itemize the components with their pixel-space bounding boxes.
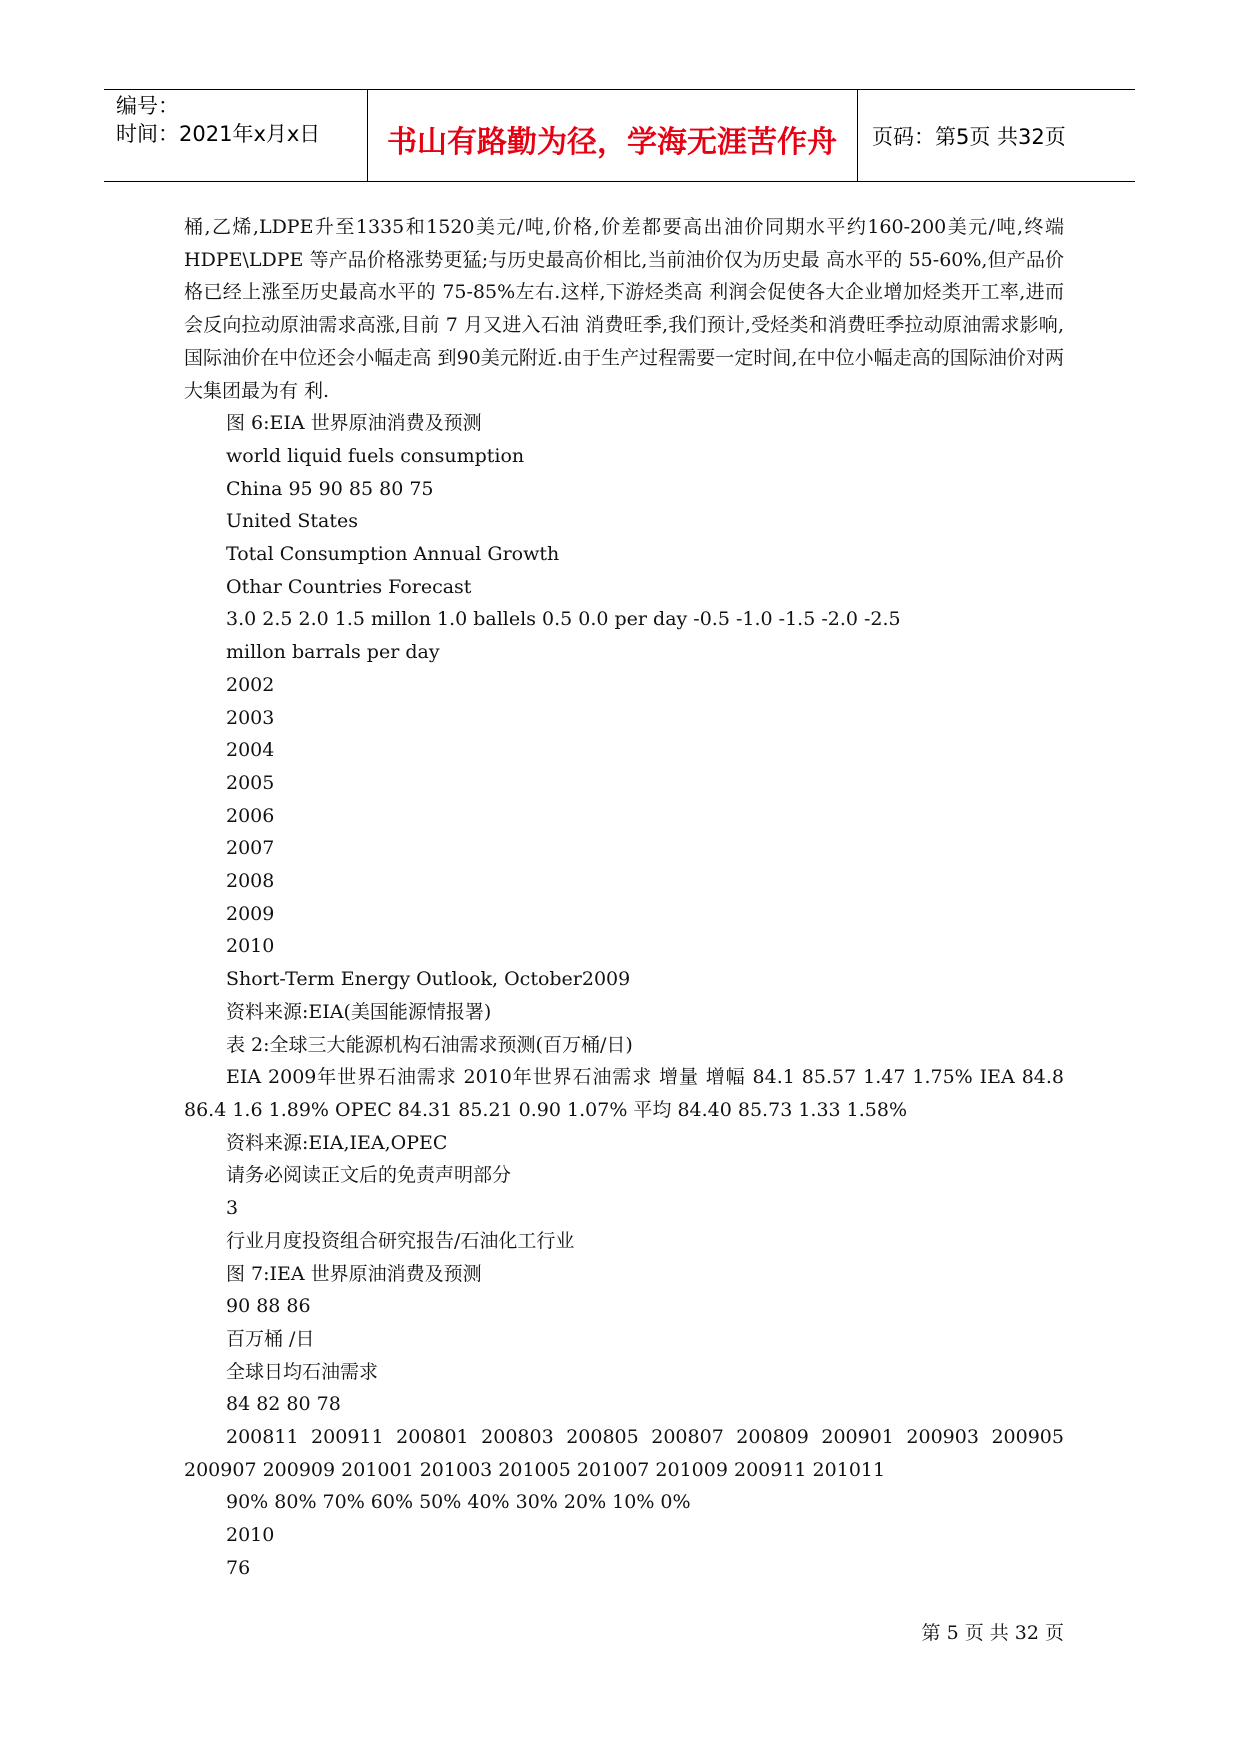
figure-6-us-text: United States [226,510,359,533]
figure-6-source: 资料来源:EIA(美国能源情报署) [226,1000,492,1023]
figure-6-growth-text: Total Consumption Annual Growth [226,543,560,566]
figure-7-series-label: 全球日均石油需求 [226,1360,379,1383]
figure-6-year: 2007 [226,837,275,860]
figure-6-year: 2009 [226,902,275,925]
header-divider-right [857,90,858,181]
report-title-line: 行业月度投资组合研究报告/石油化工行业 [226,1229,575,1252]
figure-6-year: 2008 [226,870,275,893]
figure-7-caption: 图 7:IEA 世界原油消费及预测 [226,1262,482,1285]
figure-6-source-outlook: Short-Term Energy Outlook, October2009 [226,968,631,991]
page-footer: 第 5 页 共 32 页 [921,1622,1064,1644]
table-2-caption: 表 2:全球三大能源机构石油需求预测(百万桶/日) [226,1033,633,1056]
header-meta [116,92,320,148]
header-motto: 书山有路勤为径，学海无涯苦作舟 [387,125,837,160]
figure-7-unit: 百万桶 /日 [226,1327,315,1350]
figure-6-china-text: China 95 90 85 80 75 [226,477,434,500]
figure-6-axis-text: 3.0 2.5 2.0 1.5 millon 1.0 ballels 0.5 0.0 per day -0.5 -1.0 -1.5 -2.0 -2.5 [226,608,901,631]
figure-6-year: 2010 [226,935,275,958]
page-header [104,89,1135,182]
figure-7-percent-labels: 90% 80% 70% 60% 50% 40% 30% 20% 10% 0% [226,1491,691,1514]
figure-6-year: 2002 [226,673,275,696]
table-2-content: EIA 2009年世界石油需求 2010年世界石油需求 增量 增幅 84.1 85.57 1.47 1.75% IEA 84.8 86.4 1.6 1.89% OPEC 84.31 85.21 0.90 1.07% 平均 84.40 85.73 1.33 1.58% [184,1066,1064,1121]
inner-page-number: 3 [226,1197,239,1220]
document-body [184,211,1064,1585]
figure-7-date-labels: 200811 200911 200801 200803 200805 200807 200809 200901 200903 200905 200907 200909 201001 201003 201005 201007 201009 200911 201011 [184,1426,1064,1481]
figure-7-axis-upper: 90 88 86 [226,1295,311,1318]
figure-6-title-text: world liquid fuels consumption [226,444,525,467]
figure-7-axis-lower: 84 82 80 78 [226,1393,341,1416]
header-time-label: 时间：2021年x月x日 [116,122,321,146]
figure-6-unit-text: millon barrals per day [226,641,440,664]
disclaimer-note: 请务必阅读正文后的免责声明部分 [226,1164,512,1187]
figure-7-value-label: 76 [226,1556,251,1579]
table-2-source: 资料来源:EIA,IEA,OPEC [226,1131,448,1154]
header-number-label: 编号： [116,94,179,118]
header-page-label: 页码：第5页 共32页 [872,125,1066,149]
figure-6-year: 2005 [226,771,275,794]
body-paragraph: 桶,乙烯,LDPE升至1335和1520美元/吨,价格,价差都要高出油价同期水平约160-200美元/吨,终端 HDPE\LDPE 等产品价格涨势更猛;与历史最高价相比,当前油价仅为历史最 高水平的 55-60%,但产品价格已经上涨至历史最高水平的 75-85%左右.这样,下游烃类高 利润会促使各大企业增加烃类开工率,进而会反向拉动原油需求高涨,目前 7 月又进入石油 消费旺季,我们预计,受烃类和消费旺季拉动原油需求影响,国际油价在中位还会小幅走高 到90美元附近.由于生产过程需要一定时间,在中位小幅走高的国际油价对两大集团最为有 利. [184,216,1064,402]
figure-7-year-label: 2010 [226,1524,275,1547]
figure-6-year: 2004 [226,739,275,762]
figure-6-caption: 图 6:EIA 世界原油消费及预测 [226,412,482,435]
figure-6-year: 2006 [226,804,275,827]
figure-6-other-text: Othar Countries Forecast [226,575,472,598]
figure-6-year: 2003 [226,706,275,729]
